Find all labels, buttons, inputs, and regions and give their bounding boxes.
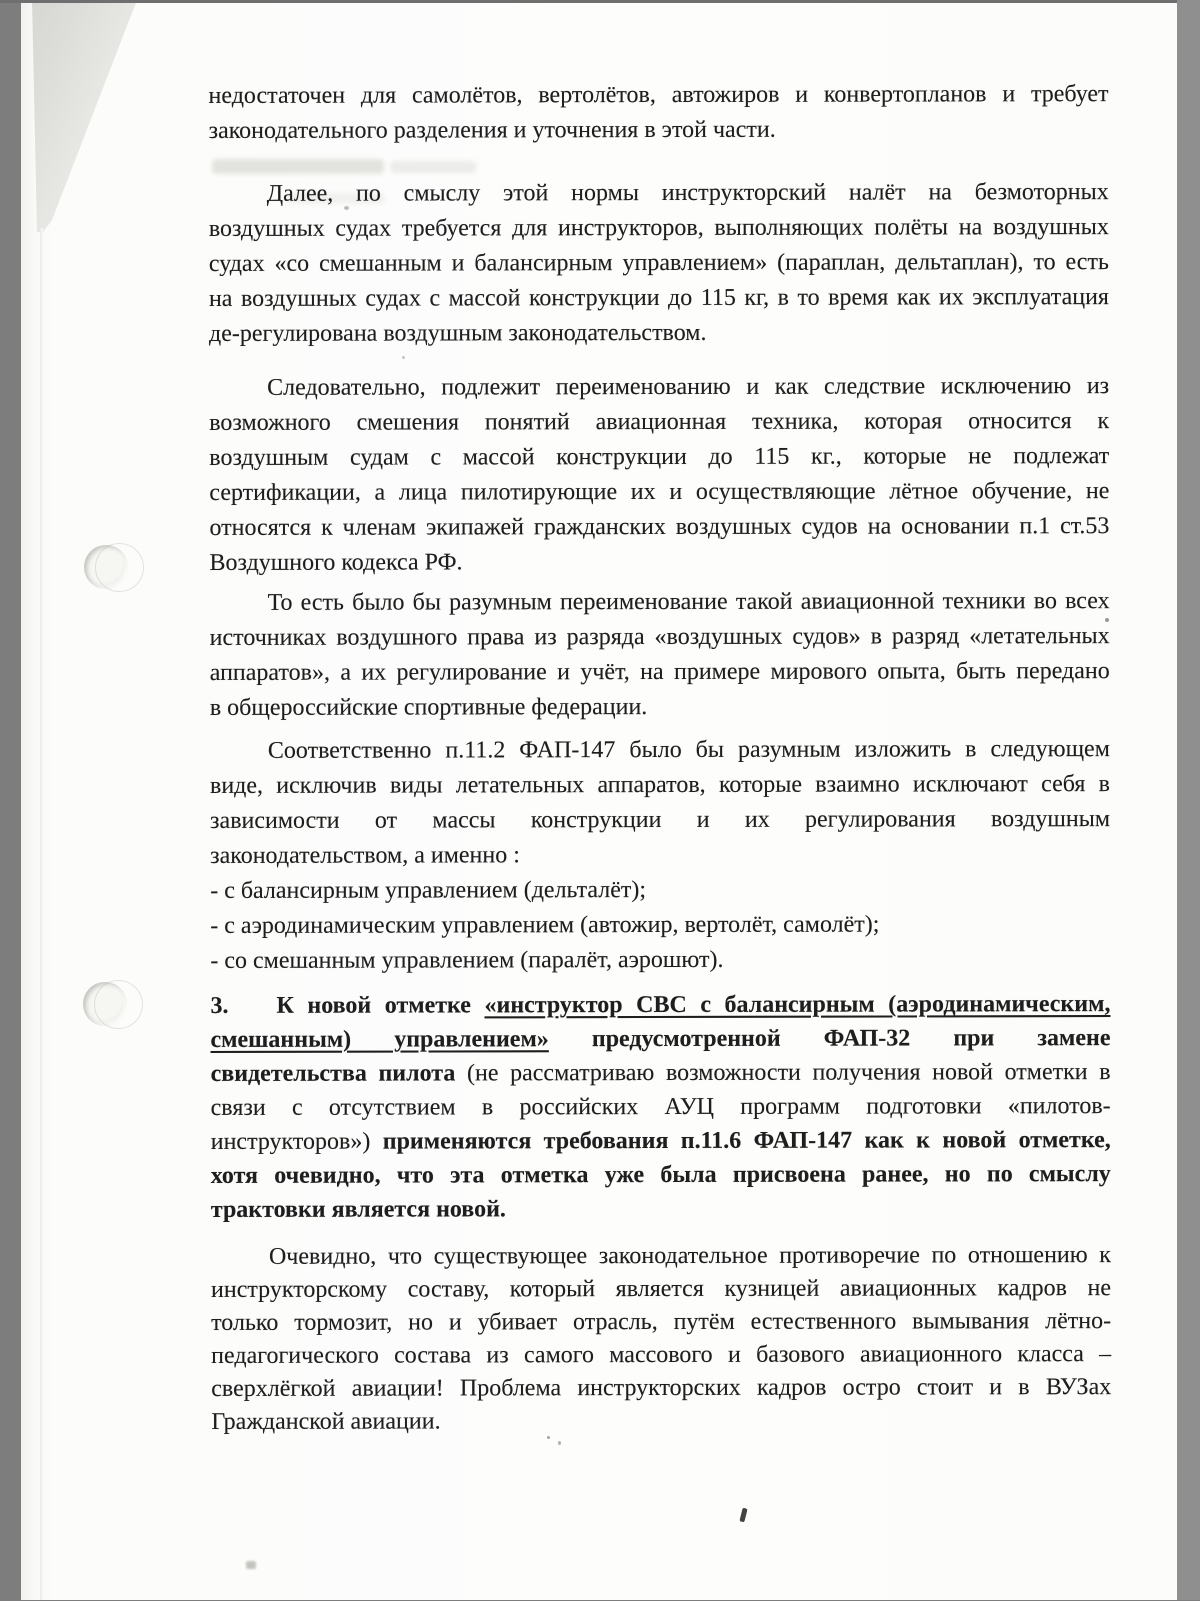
text-line [211,1371,1111,1406]
text-segment: педагогического состава из самого массового и базового авиационного класса – [211,1341,1111,1369]
scan-margin-left [0,0,21,1600]
text-segment: предусмотренной ФАП-32 при замене [549,1025,1111,1052]
text-line [211,1338,1111,1373]
text-segment: Гражданской авиации. [211,1408,440,1434]
paragraph-section-3 [210,987,1110,1227]
text-line [210,584,1110,621]
text-segment: зависимости от массы конструкции и их регулирования воздушным [210,806,1110,834]
paragraph-sootvetstvenno [210,732,1111,979]
text-line [211,1089,1111,1125]
text-line [211,1404,1111,1439]
text-line [210,732,1110,769]
text-segment: виде, исключив виды летательных аппаратов, которые взаимно исключают себя в [210,771,1110,799]
text-line [210,837,1110,874]
text-segment: связи с отсутствием в российских АУЦ программ подготовки «пилотов- [211,1093,1111,1121]
text-line [209,474,1109,511]
text-line [209,112,1109,149]
text-segment: инструкторскому составу, который является кузницей авиационных кадров не [211,1275,1111,1303]
text-segment: в общероссийские спортивные федерации. [210,694,648,721]
text-line [211,1191,1111,1227]
text-segment: законодательного разделения и уточнения в этой части. [209,117,776,144]
text-segment: сверхлёгкой авиации! Проблема инструкторских кадров остро стоит и в ВУЗах [211,1374,1111,1402]
text-line [211,1239,1111,1274]
text-segment: недостаточен для самолётов, вертолётов, автожиров и конвертопланов и требует [208,81,1108,109]
text-segment: сертификации, а лица пилотирующие их и осуществляющие лётное обучение, не [209,478,1109,506]
text-line [211,1157,1111,1193]
text-line [209,245,1109,282]
text-segment: возможного смешения понятий авиационная техника, которая относится к [209,408,1109,436]
text-line [210,942,1110,979]
text-line [210,872,1110,909]
paragraph-to-est [210,584,1110,726]
text-segment: применяются требования п.11.6 ФАП-147 как к новой отметке, [383,1127,1111,1155]
text-segment: свидетельства пилота [211,1060,467,1087]
paragraph-carryover [208,77,1108,149]
page-crease-line [40,228,43,1600]
text-segment: Очевидно, что существующее законодательное противоречие по отношению к [269,1242,1111,1270]
text-segment: на воздушных судах с массой конструкции до 115 кг, в то время как их эксплуатация [209,284,1109,312]
text-line [210,802,1110,839]
text-segment: хотя очевидно, что эта отметка уже была присвоена ранее, но по смыслу [211,1161,1111,1189]
punch-hole-ring [95,543,144,592]
text-segment: трактовки является новой. [211,1196,506,1223]
text-line [211,1055,1111,1091]
text-line [210,987,1110,1023]
scan-margin-right [1177,0,1200,1600]
text-line [210,907,1110,944]
text-segment: Следовательно, подлежит переименованию и как следствие исключению из [267,373,1109,401]
text-line [209,544,1109,581]
text-segment: источниках воздушного права из разряда «воздушных судов» в разряд «летательных [210,623,1110,651]
text-line [210,689,1110,726]
text-segment: То есть было бы разумным переименование такой авиационной техники во всех [268,588,1110,616]
text-segment: - со смешанным управлением (паралёт, аэрошют). [210,947,723,974]
text-line [210,1021,1110,1057]
text-segment: Далее, по смыслу этой нормы инструкторский налёт на безмоторных [267,179,1109,207]
text-line [209,315,1109,352]
text-segment: (не рассматриваю возможности получения новой отметки в [467,1059,1111,1086]
underlined-text-segment: «инструктор СВС с балансирным (аэродинамическим, [484,991,1110,1018]
text-segment: законодательством, а именно : [210,842,520,869]
paragraph-dalee [209,175,1109,352]
text-segment: Воздушного кодекса РФ. [209,549,462,576]
paragraph-sledovatelno [209,369,1109,581]
punch-hole-bottom [83,982,127,1026]
paragraph-ochevidno [211,1239,1111,1439]
text-line [209,280,1109,317]
text-line [209,439,1109,476]
text-segment: инструкторов») [211,1129,383,1155]
text-line [210,619,1110,656]
section-number: 3. [210,993,228,1019]
text-line [211,1305,1111,1340]
text-line [209,404,1109,441]
text-line [209,175,1109,212]
text-line [209,210,1109,247]
text-segment: только тормозит, но и убивает отрасль, путём естественного вымывания лётно- [211,1308,1111,1336]
text-line [211,1123,1111,1159]
text-line [210,767,1110,804]
text-segment: воздушных судах требуется для инструкторов, выполняющих полёты на воздушных [209,214,1109,242]
text-column [208,0,1111,1601]
punch-hole-ring [94,980,143,1029]
text-line [210,654,1110,691]
text-line [211,1272,1111,1307]
text-segment: - с аэродинамическим управлением (автожир, вертолёт, самолёт); [210,912,879,939]
underlined-text-segment: смешанным) управлением» [210,1026,548,1053]
text-segment: - с балансирным управлением (дельталёт); [210,877,646,904]
text-segment: Соответственно п.11.2 ФАП-147 было бы разумным изложить в следующем [268,736,1110,764]
text-segment: воздушным судам с массой конструкции до 115 кг., которые не подлежат [209,443,1109,471]
text-line [208,77,1108,114]
text-segment: К новой отметке [276,992,484,1018]
text-segment: аппаратов», а их регулирование и учёт, на примере мирового опыта, быть передано [210,658,1110,686]
text-line [209,509,1109,546]
punch-hole-top [84,545,128,589]
text-line [209,369,1109,406]
text-segment: относятся к членам экипажей гражданских воздушных судов на основании п.1 ст.53 [209,513,1109,541]
text-segment: де-регулирована воздушным законодательством. [209,320,706,347]
text-segment: судах «со смешанным и балансирным управлением» (параплан, дельтаплан), то есть [209,249,1109,277]
